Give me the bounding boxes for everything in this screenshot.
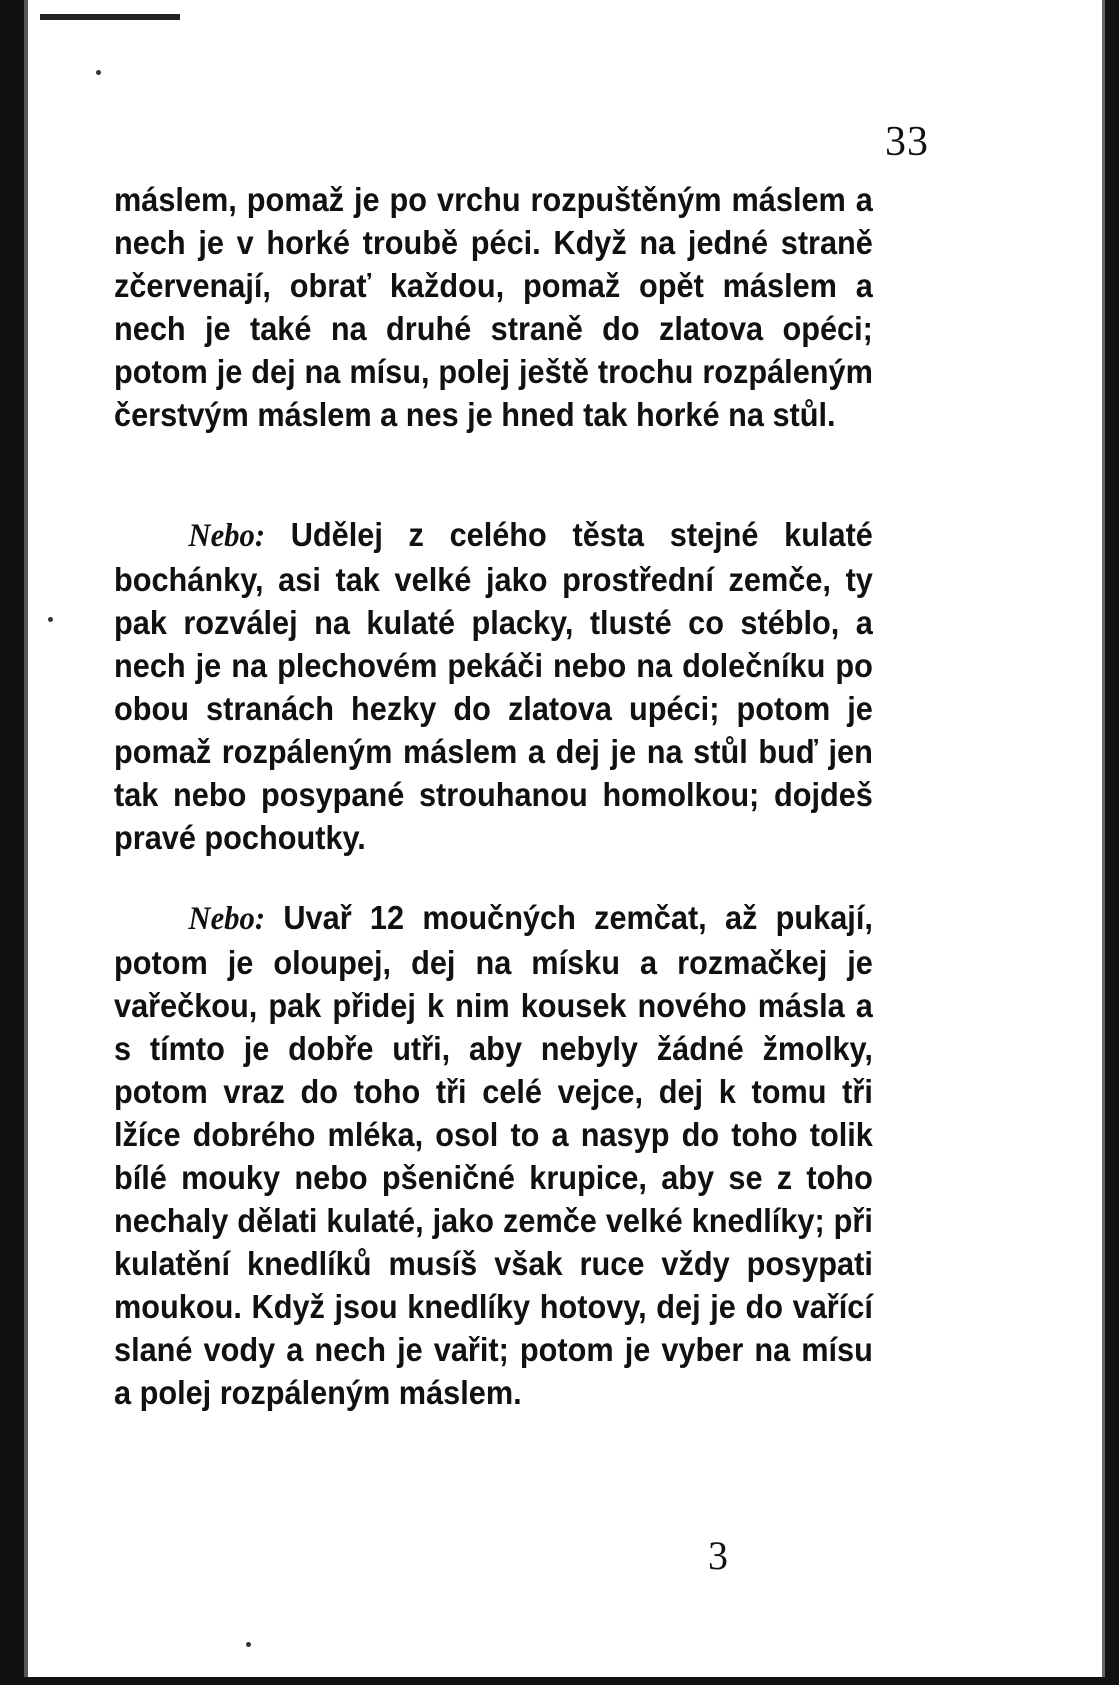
- paragraph-continuation: [114, 178, 873, 436]
- paragraph-text: máslem, pomaž je po vrchu rozpuštěným máslem a nech je v horké troubě péci. Když na jedné straně zčervenají, obrať každou, pomaž opět máslem a nech je také na druhé straně do zlatova opéci; potom je dej na mísu, polej ještě trochu rozpáleným čerstvým máslem a nes je hned tak horké na stůl.: [114, 181, 873, 433]
- left-scan-border: [0, 0, 24, 1685]
- bottom-scan-border: [0, 1677, 1119, 1685]
- paper-speck: [246, 1642, 251, 1647]
- paragraph-body: [114, 513, 873, 859]
- paragraph-text: Udělej z celého těsta stejné kulaté bochánky, asi tak velké jako prostřední zemče, ty pak rozválej na kulaté placky, tlusté co stéblo, a nech je na plechovém pekáči nebo na dolečníku po obou stranách hezky do zlatova upéci; potom je pomaž rozpáleným máslem a dej je na stůl buď jen tak nebo posypané strouhanou homolkou; dojdeš pravé pochoutky.: [114, 516, 873, 856]
- paragraph-lead: Nebo:: [188, 518, 266, 554]
- right-scan-shadow: [1102, 0, 1105, 1685]
- left-scan-shadow: [24, 0, 28, 1685]
- paragraph-body: [114, 896, 873, 1414]
- right-scan-border: [1105, 0, 1119, 1685]
- paper-speck: [96, 70, 101, 75]
- signature-mark: 3: [708, 1533, 728, 1578]
- top-scan-mark: [40, 14, 180, 20]
- paper-speck: [48, 617, 53, 622]
- paragraph-text: Uvař 12 moučných zemčat, až pukají, potom je oloupej, dej na mísku a rozmačkej je vařečkou, pak přidej k nim kousek nového másla a s tímto je dobře utři, aby nebyly žádné žmolky, potom vraz do toho tři celé vejce, dej k tomu tři lžíce dobrého mléka, osol to a nasyp do toho tolik bílé mouky nebo pšeničné krupice, aby se z toho nechaly dělati kulaté, jako zemče velké knedlíky; při kulatění knedlíků musíš však ruce vždy posypati moukou. Když jsou knedlíky hotovy, dej je do vařící slané vody a nech je vařit; potom je vyber na mísu a polej rozpáleným máslem.: [114, 899, 873, 1411]
- paragraph-lead: Nebo:: [188, 901, 266, 937]
- paragraph-nebo-2: [114, 896, 873, 1414]
- page-number: 33: [885, 119, 929, 165]
- paragraph-nebo-1: [114, 513, 873, 859]
